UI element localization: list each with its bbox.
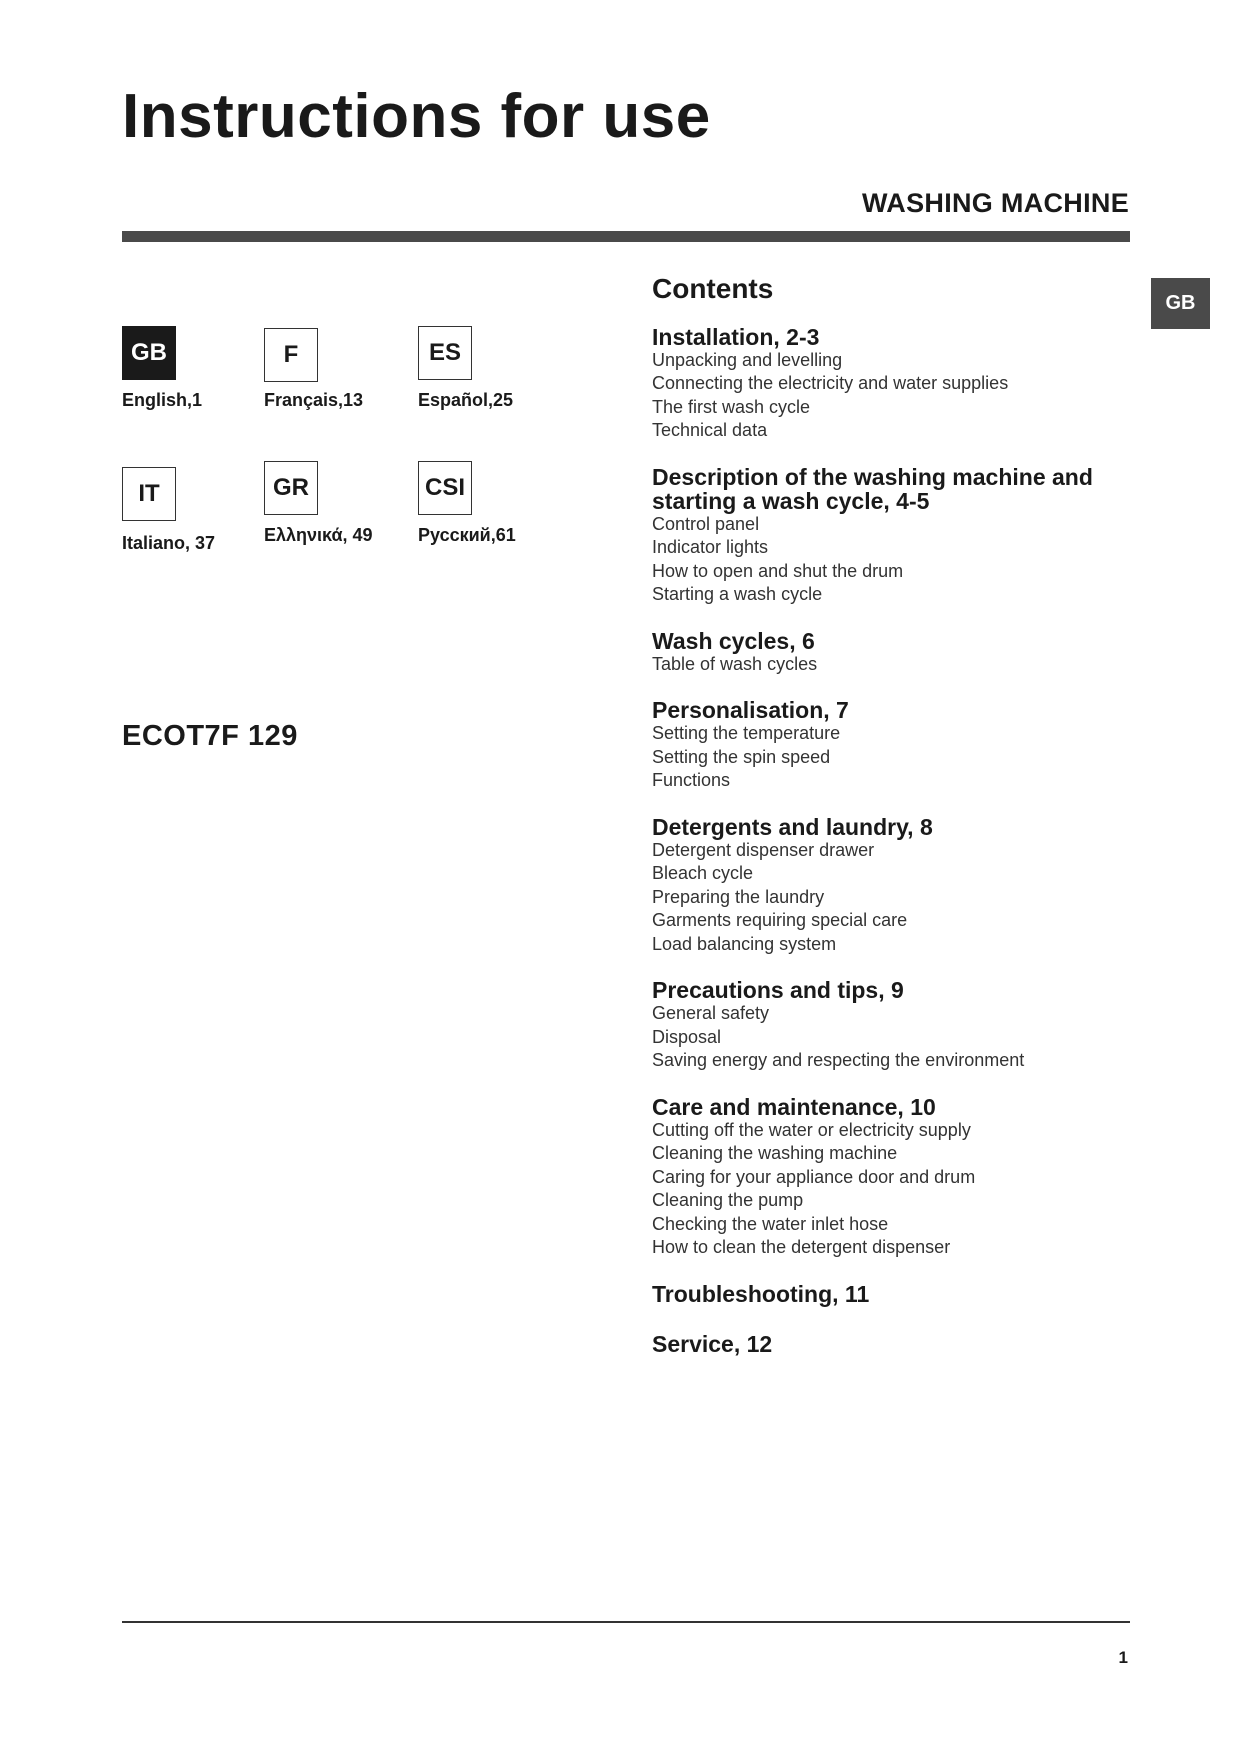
language-it[interactable]: [122, 467, 215, 554]
language-es[interactable]: [418, 326, 513, 411]
toc-item: Saving energy and respecting the environment: [652, 1050, 1025, 1071]
toc-item: How to clean the detergent dispenser: [652, 1237, 951, 1258]
toc-item: Setting the spin speed: [652, 746, 831, 767]
toc-item: Detergent dispenser drawer: [652, 839, 875, 860]
toc-item: Setting the temperature: [652, 723, 841, 744]
toc-section-care[interactable]: [652, 1095, 1122, 1260]
language-side-tab: GB: [1151, 278, 1210, 329]
toc-section-title: Precautions and tips, 9: [652, 977, 904, 1004]
toc-item: Disposal: [652, 1026, 722, 1047]
toc-section-title: Description of the washing machine and starting a wash cycle, 4-5: [652, 463, 1093, 514]
toc-section-title: Detergents and laundry, 8: [652, 813, 933, 840]
toc-item: Starting a wash cycle: [652, 584, 823, 605]
language-f[interactable]: [264, 328, 363, 411]
language-code-box: ES: [418, 326, 472, 380]
toc-item: Caring for your appliance door and drum: [652, 1166, 976, 1187]
toc-item: Load balancing system: [652, 933, 837, 954]
toc-item: General safety: [652, 1003, 770, 1024]
toc-section-installation[interactable]: [652, 325, 1122, 443]
toc-item: The first wash cycle: [652, 396, 811, 417]
toc-section-title: Wash cycles, 6: [652, 627, 815, 654]
language-label: Русский,61: [418, 525, 516, 545]
toc-item: How to open and shut the drum: [652, 560, 904, 581]
table-of-contents: [652, 274, 1122, 1378]
toc-item: Cutting off the water or electricity supply: [652, 1119, 971, 1140]
language-label: Español,25: [418, 390, 514, 410]
toc-item: Checking the water inlet hose: [652, 1213, 889, 1234]
toc-item: Connecting the electricity and water supplies: [652, 373, 1009, 394]
language-gb[interactable]: [122, 326, 202, 411]
toc-section-title: Care and maintenance, 10: [652, 1093, 936, 1120]
product-type: WASHING MACHINE: [862, 188, 1129, 218]
toc-item: Preparing the laundry: [652, 886, 825, 907]
toc-section-personalisation[interactable]: [652, 698, 1122, 793]
language-gr[interactable]: [264, 461, 373, 546]
toc-item: Cleaning the pump: [652, 1190, 804, 1211]
page-number: 1: [1118, 1648, 1128, 1667]
toc-section-description[interactable]: [652, 465, 1122, 607]
language-code-box: GR: [264, 461, 318, 515]
language-code-box: IT: [122, 467, 176, 521]
toc-item: Indicator lights: [652, 537, 769, 558]
toc-item: Unpacking and levelling: [652, 349, 843, 370]
language-code-box: F: [264, 328, 318, 382]
language-label: English,1: [122, 390, 203, 410]
language-code-box: GB: [122, 326, 176, 380]
language-csi[interactable]: [418, 461, 516, 546]
header-divider: [122, 231, 1130, 242]
toc-item: Table of wash cycles: [652, 653, 818, 674]
toc-item: Control panel: [652, 513, 760, 534]
footer-divider: [122, 1621, 1130, 1623]
toc-section-precautions[interactable]: [652, 978, 1122, 1073]
toc-item: Bleach cycle: [652, 863, 754, 884]
language-label: Italiano, 37: [122, 533, 216, 553]
toc-item: Cleaning the washing machine: [652, 1143, 898, 1164]
model-number: ECOT7F 129: [122, 720, 298, 752]
page-title: Instructions for use: [122, 82, 711, 151]
language-code-box: CSI: [418, 461, 472, 515]
toc-section-wash-cycles[interactable]: [652, 629, 1122, 677]
toc-section-title: Troubleshooting, 11: [652, 1280, 870, 1307]
toc-item: Functions: [652, 770, 731, 791]
toc-section-title: Installation, 2-3: [652, 323, 820, 350]
toc-section-service[interactable]: [652, 1332, 1122, 1356]
contents-title: Contents: [652, 273, 774, 304]
language-label: Ελληνικά, 49: [264, 525, 373, 545]
toc-item: Garments requiring special care: [652, 910, 908, 931]
toc-item: Technical data: [652, 420, 768, 441]
toc-section-detergents[interactable]: [652, 815, 1122, 957]
toc-section-title: Service, 12: [652, 1330, 773, 1357]
toc-section-troubleshooting[interactable]: [652, 1282, 1122, 1306]
toc-section-title: Personalisation, 7: [652, 697, 849, 724]
language-label: Français,13: [264, 390, 364, 410]
